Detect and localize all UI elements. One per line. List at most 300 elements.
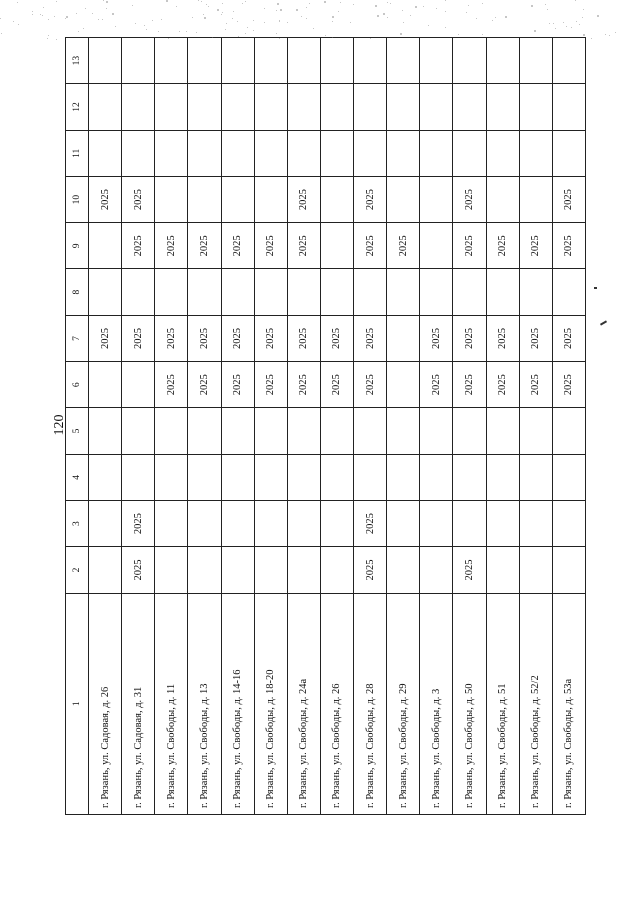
- column-header: 2: [66, 547, 89, 593]
- year-cell: [354, 454, 387, 500]
- year-cell: [122, 130, 155, 176]
- year-cell: [387, 176, 420, 222]
- scan-noise: [332, 21, 333, 22]
- year-cell: 2025: [122, 547, 155, 593]
- year-cell: 2025: [89, 176, 122, 222]
- table-row: [122, 38, 155, 815]
- column-header: 9: [66, 223, 89, 269]
- scan-noise: [555, 28, 556, 29]
- scan-noise: [85, 8, 86, 9]
- scan-noise: [387, 17, 388, 18]
- year-cell: [552, 454, 585, 500]
- table-header-row: [66, 38, 89, 815]
- year-cell: [155, 454, 188, 500]
- year-cell: [221, 84, 254, 130]
- year-cell: [519, 176, 552, 222]
- scan-noise: [583, 9, 584, 10]
- scan-noise: [296, 9, 298, 11]
- page-number: 120: [52, 414, 67, 436]
- year-cell: [387, 408, 420, 454]
- year-cell: [486, 454, 519, 500]
- scan-noise: [332, 16, 334, 18]
- scan-noise: [201, 1, 202, 2]
- year-cell: 2025: [387, 223, 420, 269]
- scan-noise: [301, 16, 302, 17]
- scan-noise: [276, 33, 277, 34]
- year-cell: [420, 84, 453, 130]
- scan-noise: [56, 39, 57, 40]
- year-cell: [122, 362, 155, 408]
- year-cell: [519, 38, 552, 84]
- year-cell: [221, 176, 254, 222]
- scan-noise: [253, 20, 254, 21]
- year-cell: 2025: [188, 362, 221, 408]
- scan-noise: [563, 22, 564, 23]
- scan-noise: [387, 2, 388, 3]
- scan-noise: [609, 35, 610, 36]
- scan-noise: [325, 35, 326, 36]
- table-row: [320, 38, 353, 815]
- scan-noise: [166, 0, 168, 2]
- scan-noise: [17, 2, 18, 3]
- year-cell: [552, 269, 585, 315]
- scan-noise: [615, 32, 616, 33]
- scan-noise: [106, 8, 107, 9]
- scan-noise: [54, 16, 55, 17]
- scan-noise: [279, 38, 280, 39]
- scan-noise: [98, 19, 99, 20]
- schedule-table: [65, 37, 586, 815]
- year-cell: [320, 454, 353, 500]
- year-cell: 2025: [453, 547, 486, 593]
- scan-noise: [102, 19, 103, 20]
- year-cell: [453, 130, 486, 176]
- scan-noise: [203, 14, 204, 15]
- year-cell: [420, 269, 453, 315]
- scan-noise: [605, 34, 606, 35]
- year-cell: [486, 547, 519, 593]
- year-cell: [221, 500, 254, 546]
- year-cell: 2025: [254, 362, 287, 408]
- column-header: 10: [66, 176, 89, 222]
- pen-mark: [600, 320, 607, 325]
- pen-mark: [594, 287, 597, 289]
- year-cell: [552, 500, 585, 546]
- scan-noise: [135, 23, 136, 24]
- year-cell: [221, 38, 254, 84]
- scan-noise: [264, 22, 265, 23]
- scan-noise: [204, 17, 206, 19]
- year-cell: [155, 408, 188, 454]
- scan-noise: [582, 17, 583, 18]
- year-cell: [519, 454, 552, 500]
- scan-noise: [13, 21, 14, 22]
- year-cell: [89, 84, 122, 130]
- scan-noise: [78, 31, 79, 32]
- year-cell: [89, 362, 122, 408]
- year-cell: [453, 84, 486, 130]
- column-header: 13: [66, 38, 89, 84]
- year-cell: [519, 130, 552, 176]
- year-cell: 2025: [486, 223, 519, 269]
- year-cell: [89, 38, 122, 84]
- scan-noise: [403, 22, 404, 23]
- scan-noise: [237, 21, 238, 22]
- year-cell: [519, 84, 552, 130]
- scan-noise: [306, 7, 307, 8]
- year-cell: [354, 84, 387, 130]
- scan-noise: [423, 6, 424, 7]
- scan-noise: [18, 24, 19, 25]
- table-body: [89, 38, 586, 815]
- year-cell: [354, 269, 387, 315]
- year-cell: 2025: [354, 547, 387, 593]
- scan-noise: [277, 3, 279, 5]
- year-cell: 2025: [420, 315, 453, 361]
- year-cell: 2025: [420, 362, 453, 408]
- year-cell: 2025: [552, 362, 585, 408]
- address-cell: г. Рязань, ул. Свободы, д. 11: [155, 593, 188, 814]
- year-cell: 2025: [552, 315, 585, 361]
- year-cell: [486, 408, 519, 454]
- year-cell: [387, 454, 420, 500]
- year-cell: [254, 500, 287, 546]
- scan-noise: [186, 31, 187, 32]
- year-cell: [387, 500, 420, 546]
- year-cell: 2025: [354, 315, 387, 361]
- scan-noise: [402, 10, 403, 11]
- year-cell: [420, 547, 453, 593]
- address-cell: г. Рязань, ул. Свободы, д. 51: [486, 593, 519, 814]
- column-header: 4: [66, 454, 89, 500]
- scan-noise: [56, 1, 57, 2]
- year-cell: [387, 269, 420, 315]
- year-cell: [552, 84, 585, 130]
- year-cell: [420, 176, 453, 222]
- year-cell: [320, 408, 353, 454]
- scan-noise: [32, 11, 33, 12]
- scan-noise: [179, 31, 180, 32]
- column-header: 5: [66, 408, 89, 454]
- scan-noise: [280, 9, 282, 11]
- scan-noise: [390, 3, 391, 4]
- year-cell: 2025: [354, 500, 387, 546]
- year-cell: [188, 38, 221, 84]
- scan-noise: [242, 3, 243, 4]
- year-cell: 2025: [254, 315, 287, 361]
- scan-noise: [495, 17, 496, 18]
- scan-noise: [410, 15, 411, 16]
- year-cell: [453, 408, 486, 454]
- address-cell: г. Рязань, ул. Свободы, д. 52/2: [519, 593, 552, 814]
- year-cell: [188, 269, 221, 315]
- year-cell: [287, 130, 320, 176]
- scan-noise: [232, 18, 233, 19]
- year-cell: [486, 130, 519, 176]
- scan-noise: [458, 34, 459, 35]
- scan-noise: [583, 34, 585, 36]
- year-cell: 2025: [221, 315, 254, 361]
- scan-noise: [217, 9, 219, 11]
- table-row: [287, 38, 320, 815]
- year-cell: [287, 269, 320, 315]
- year-cell: [320, 269, 353, 315]
- scan-noise: [375, 5, 377, 7]
- scan-noise: [226, 23, 227, 24]
- scan-noise: [158, 31, 159, 32]
- scan-noise: [492, 20, 493, 21]
- year-cell: 2025: [287, 223, 320, 269]
- table-row: [552, 38, 585, 815]
- scan-noise: [276, 10, 277, 11]
- year-cell: [254, 38, 287, 84]
- year-cell: 2025: [354, 223, 387, 269]
- scan-noise: [338, 11, 339, 12]
- year-cell: [188, 547, 221, 593]
- scan-noise: [247, 27, 248, 28]
- address-cell: г. Рязань, ул. Свободы, д. 14-16: [221, 593, 254, 814]
- scan-noise: [76, 13, 77, 14]
- year-cell: [387, 362, 420, 408]
- year-cell: [552, 408, 585, 454]
- scan-noise: [531, 5, 533, 7]
- column-header: 3: [66, 500, 89, 546]
- scan-noise: [208, 6, 209, 7]
- year-cell: 2025: [155, 362, 188, 408]
- address-cell: г. Рязань, ул. Свободы, д. 53а: [552, 593, 585, 814]
- year-cell: 2025: [486, 315, 519, 361]
- scan-noise: [306, 18, 307, 19]
- column-header: 12: [66, 84, 89, 130]
- scan-noise: [206, 4, 207, 5]
- table-row: [519, 38, 552, 815]
- year-cell: [221, 454, 254, 500]
- year-cell: 2025: [221, 223, 254, 269]
- scan-noise: [287, 22, 288, 23]
- scan-noise: [553, 23, 554, 24]
- year-cell: [89, 454, 122, 500]
- year-cell: [453, 454, 486, 500]
- year-cell: [287, 547, 320, 593]
- year-cell: [420, 500, 453, 546]
- year-cell: 2025: [519, 223, 552, 269]
- year-cell: [354, 130, 387, 176]
- scan-noise: [575, 0, 576, 1]
- year-cell: [287, 454, 320, 500]
- year-cell: [188, 84, 221, 130]
- address-cell: г. Рязань, ул. Свободы, д. 28: [354, 593, 387, 814]
- year-cell: [254, 176, 287, 222]
- table-row: [89, 38, 122, 815]
- year-cell: 2025: [519, 315, 552, 361]
- scan-noise: [370, 38, 371, 39]
- year-cell: [552, 130, 585, 176]
- scan-noise: [48, 35, 49, 36]
- year-cell: [89, 408, 122, 454]
- scan-noise: [103, 0, 104, 1]
- scan-noise: [66, 16, 68, 18]
- year-cell: [387, 84, 420, 130]
- year-cell: [287, 38, 320, 84]
- year-cell: 2025: [453, 176, 486, 222]
- scan-noise: [245, 33, 246, 34]
- year-cell: [188, 176, 221, 222]
- year-cell: [155, 130, 188, 176]
- scan-noise: [196, 32, 197, 33]
- scan-noise: [222, 3, 223, 4]
- scan-noise: [112, 13, 114, 15]
- scan-noise: [545, 4, 546, 5]
- scan-noise: [168, 38, 169, 39]
- scan-noise: [445, 11, 446, 12]
- scan-noise: [566, 26, 567, 27]
- year-cell: 2025: [453, 315, 486, 361]
- scan-noise: [436, 8, 437, 9]
- address-cell: г. Рязань, ул. Садовая, д. 31: [122, 593, 155, 814]
- scan-noise: [40, 14, 41, 15]
- scan-noise: [115, 26, 116, 27]
- table-row: [254, 38, 287, 815]
- address-cell: г. Рязань, ул. Свободы, д. 13: [188, 593, 221, 814]
- table-row: [387, 38, 420, 815]
- table-row: [188, 38, 221, 815]
- year-cell: [519, 547, 552, 593]
- scan-noise: [445, 0, 446, 1]
- year-cell: [320, 223, 353, 269]
- year-cell: [320, 130, 353, 176]
- year-cell: 2025: [453, 362, 486, 408]
- year-cell: [254, 547, 287, 593]
- year-cell: 2025: [320, 362, 353, 408]
- table-row: [155, 38, 188, 815]
- year-cell: [552, 547, 585, 593]
- year-cell: [387, 38, 420, 84]
- scan-noise: [212, 37, 213, 38]
- address-cell: г. Рязань, ул. Свободы, д. 26: [320, 593, 353, 814]
- scan-noise: [597, 15, 599, 17]
- year-cell: [89, 547, 122, 593]
- year-cell: [122, 269, 155, 315]
- year-cell: [387, 547, 420, 593]
- year-cell: [354, 38, 387, 84]
- scan-noise: [83, 28, 84, 29]
- year-cell: 2025: [122, 176, 155, 222]
- scan-noise: [233, 11, 234, 12]
- year-cell: [89, 130, 122, 176]
- year-cell: [519, 408, 552, 454]
- scan-noise: [324, 1, 326, 3]
- scan-noise: [400, 33, 402, 35]
- year-cell: [122, 38, 155, 84]
- scan-noise: [547, 9, 548, 10]
- year-cell: [387, 315, 420, 361]
- year-cell: [453, 38, 486, 84]
- scan-noise: [238, 36, 239, 37]
- table-row: [354, 38, 387, 815]
- year-cell: 2025: [254, 223, 287, 269]
- scan-noise: [466, 12, 467, 13]
- year-cell: [420, 408, 453, 454]
- year-cell: [254, 84, 287, 130]
- column-header: 6: [66, 362, 89, 408]
- year-cell: [89, 223, 122, 269]
- scan-noise: [132, 5, 133, 6]
- scan-noise: [340, 2, 341, 3]
- year-cell: 2025: [221, 362, 254, 408]
- year-cell: [486, 500, 519, 546]
- year-cell: 2025: [552, 223, 585, 269]
- scan-noise: [313, 28, 314, 29]
- scan-noise: [192, 17, 193, 18]
- year-cell: 2025: [453, 223, 486, 269]
- year-cell: [155, 176, 188, 222]
- scan-noise: [576, 21, 577, 22]
- scan-noise: [32, 14, 33, 15]
- year-cell: [453, 500, 486, 546]
- year-cell: [221, 547, 254, 593]
- year-cell: [287, 84, 320, 130]
- year-cell: [221, 408, 254, 454]
- year-cell: [420, 130, 453, 176]
- year-cell: [155, 269, 188, 315]
- scan-noise: [152, 20, 153, 21]
- year-cell: [221, 130, 254, 176]
- scan-noise: [549, 23, 550, 24]
- scan-noise: [571, 27, 572, 28]
- year-cell: [320, 547, 353, 593]
- year-cell: 2025: [287, 362, 320, 408]
- address-cell: г. Рязань, ул. Свободы, д. 50: [453, 593, 486, 814]
- scan-noise: [309, 3, 310, 4]
- year-cell: 2025: [122, 500, 155, 546]
- scan-noise: [591, 38, 592, 39]
- year-cell: [254, 269, 287, 315]
- table-row: [486, 38, 519, 815]
- table-row: [453, 38, 486, 815]
- year-cell: [486, 38, 519, 84]
- year-cell: 2025: [354, 362, 387, 408]
- column-header: 8: [66, 269, 89, 315]
- scan-noise: [579, 24, 580, 25]
- year-cell: [89, 269, 122, 315]
- scan-noise: [0, 18, 1, 19]
- scan-noise: [332, 37, 333, 38]
- year-cell: [519, 269, 552, 315]
- year-cell: [354, 408, 387, 454]
- scan-noise: [534, 30, 536, 32]
- scan-noise: [225, 29, 226, 30]
- scan-noise: [42, 15, 43, 16]
- year-cell: [453, 269, 486, 315]
- year-cell: [320, 500, 353, 546]
- year-cell: [387, 130, 420, 176]
- scan-noise: [476, 18, 477, 19]
- year-cell: 2025: [89, 315, 122, 361]
- year-cell: [122, 454, 155, 500]
- year-cell: 2025: [122, 315, 155, 361]
- scan-noise: [43, 7, 44, 8]
- scan-noise: [47, 38, 48, 39]
- scan-noise: [253, 30, 254, 31]
- scan-noise: [48, 19, 49, 20]
- year-cell: [320, 176, 353, 222]
- year-cell: [122, 408, 155, 454]
- year-cell: [420, 223, 453, 269]
- year-cell: [320, 84, 353, 130]
- year-cell: 2025: [320, 315, 353, 361]
- table-row: [420, 38, 453, 815]
- scan-noise: [350, 22, 351, 23]
